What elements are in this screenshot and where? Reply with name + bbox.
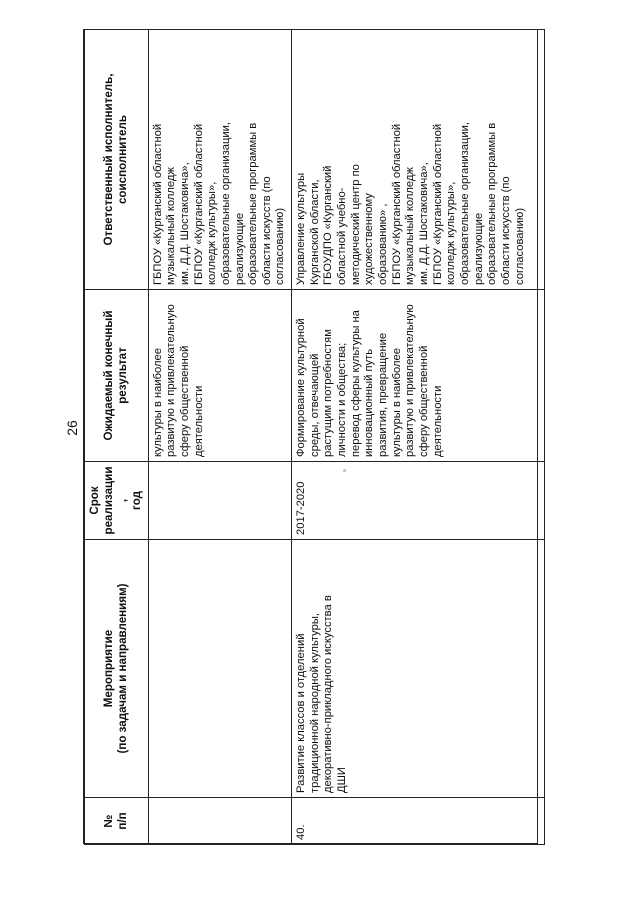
cell-number xyxy=(148,798,292,845)
cell-result: Формирование культурной среды, отвечающей растущим потребностям личности и общества; перевод сферы культуры на инновационный путь развития, превращение культуры в наиболее развитую и привлекательную сферу общественной деятельности xyxy=(292,290,545,462)
table-row xyxy=(148,30,292,845)
cell-result: культуры в наиболее развитую и привлекательную сферу общественной деятельности xyxy=(148,290,292,462)
document-table-frame xyxy=(83,29,538,844)
cell-activity xyxy=(148,540,292,798)
table-header-row xyxy=(85,30,149,845)
cell-term: 2017-2020 xyxy=(292,462,545,540)
cell-activity: Развитие классов и отделений традиционной народной культуры, декоративно-прикладного искусства в ДШИ xyxy=(292,540,545,798)
table-row xyxy=(292,30,545,845)
header-executor: Ответственный исполнитель, соисполнитель xyxy=(85,30,149,290)
header-number: № п/п xyxy=(85,798,149,845)
header-result: Ожидаемый конечный результат xyxy=(85,290,149,462)
cell-executor: Управление культуры Курганской области, ГБОУДПО «Курганский областной учебно- методический центр по художественному образованию» , ГБПОУ «Курганский областной музыкальный колледж им. Д.Д. Шостаковича», ГБПОУ «Курганский областной колледж культуры», образовательные организации, реализующие образовательные программы в области искусств (по согласованию) xyxy=(292,30,545,290)
cell-number: 40. xyxy=(292,798,545,845)
rotated-table-container xyxy=(84,30,539,845)
header-activity: Мероприятие (по задачам и направлениям) xyxy=(85,540,149,798)
page-number: 26 xyxy=(64,420,80,436)
scan-speck xyxy=(343,469,346,472)
cell-executor: ГБПОУ «Курганский областной музыкальный колледж им. Д.Д. Шостаковича», ГБПОУ «Курганский областной колледж культуры», образовательные организации, реализующие образовательные программы в области искусств (по согласованию) xyxy=(148,30,292,290)
activities-table xyxy=(84,29,545,845)
cell-term xyxy=(148,462,292,540)
header-term: Срок реализации, год xyxy=(85,462,149,540)
